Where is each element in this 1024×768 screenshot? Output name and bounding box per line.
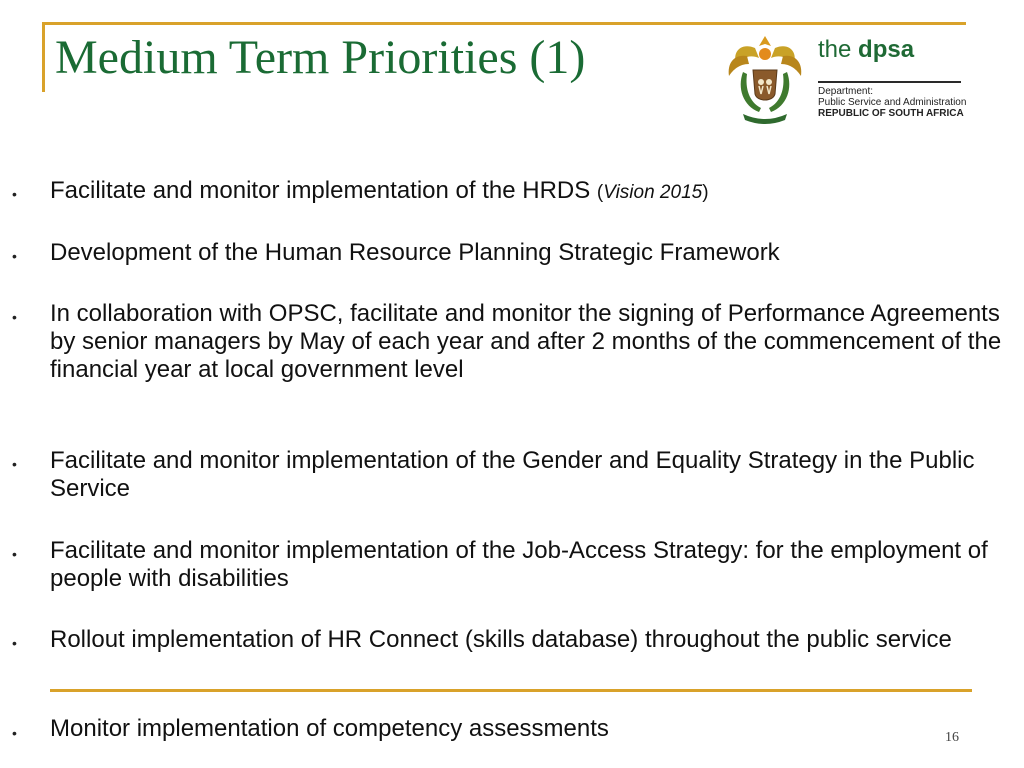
left-gold-rule	[42, 22, 45, 92]
bullet-marker: •	[12, 635, 17, 651]
paren-close: )	[702, 182, 709, 203]
bullet-marker: •	[12, 725, 17, 741]
brand-name: dpsa	[858, 36, 915, 63]
department-text	[818, 86, 966, 119]
page-number: 16	[945, 730, 959, 745]
dept-line-2: Public Service and Administration	[818, 97, 967, 108]
bullet-marker: •	[12, 546, 17, 562]
dpsa-wordmark	[818, 38, 914, 62]
dpsa-logo	[725, 32, 965, 128]
dept-line-1: Department:	[818, 86, 874, 97]
bottom-gold-rule	[50, 689, 972, 692]
bullet-marker: •	[12, 248, 17, 264]
dept-line-3: REPUBLIC OF SOUTH AFRICA	[818, 108, 964, 119]
list-item: Monitor implementation of competency assessments	[50, 715, 609, 742]
top-gold-rule	[44, 22, 966, 25]
list-item: Facilitate and monitor implementation of the Job-Access Strategy: for the employment of people with disabilities	[50, 537, 988, 592]
list-item: Rollout implementation of HR Connect (skills database) throughout the public service	[50, 626, 952, 653]
list-item	[50, 177, 1015, 207]
bullet-marker: •	[12, 456, 17, 472]
logo-divider	[818, 81, 961, 83]
bullet-italic: Vision 2015	[603, 182, 703, 203]
slide-title: Medium Term Priorities (1)	[55, 31, 586, 84]
brand-prefix: the	[818, 36, 859, 63]
paren-open: (	[596, 182, 604, 203]
list-item: In collaboration with OPSC, facilitate and monitor the signing of Performance Agreements by senior managers by May of each year and after 2 months of the commencement of the financial year at local government level	[50, 300, 1002, 383]
coat-of-arms-icon	[725, 32, 805, 126]
bullet-marker: •	[12, 309, 17, 325]
list-item: Facilitate and monitor implementation of the Gender and Equality Strategy in the Public Service	[50, 447, 975, 502]
bullet-text: Facilitate and monitor implementation of the HRDS	[50, 177, 597, 204]
list-item: Development of the Human Resource Planning Strategic Framework	[50, 239, 780, 266]
bullet-marker: •	[12, 186, 17, 202]
